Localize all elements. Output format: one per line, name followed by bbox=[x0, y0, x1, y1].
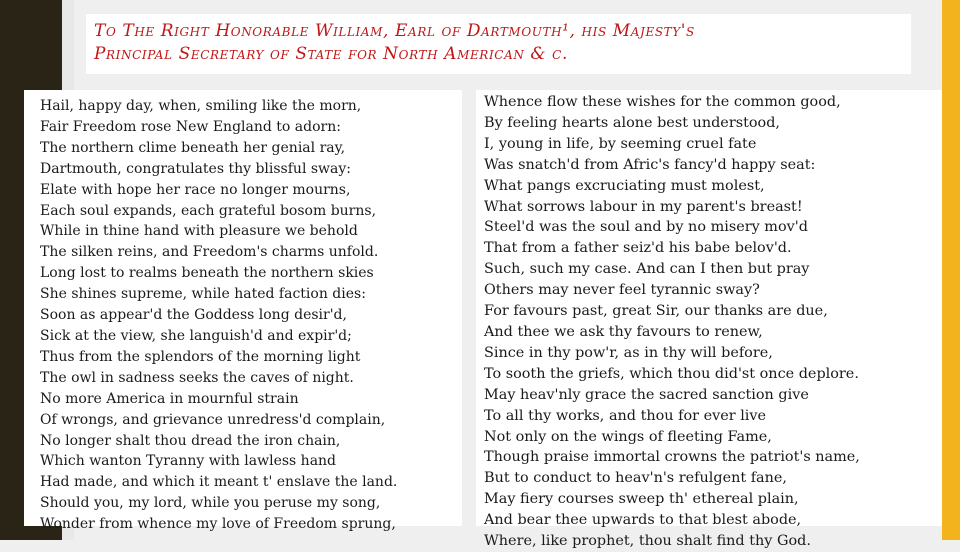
poem-left-lines bbox=[40, 96, 397, 535]
poem-line: By feeling hearts alone best understood, bbox=[484, 114, 780, 131]
poem-line: Which wanton Tyranny with lawless hand bbox=[40, 453, 337, 470]
poem-line: Such, such my case. And can I then but pray bbox=[484, 261, 810, 278]
poem-line: While in thine hand with pleasure we behold bbox=[40, 223, 358, 240]
poem-line: Thus from the splendors of the morning light bbox=[40, 348, 361, 365]
poem-line: What sorrows labour in my parent's breast! bbox=[484, 198, 803, 215]
poem-line: Fair Freedom rose New England to adorn: bbox=[40, 118, 341, 135]
poem-line: To sooth the griefs, which thou did'st once deplore. bbox=[484, 365, 859, 382]
poem-panel-left bbox=[24, 90, 462, 533]
poem-line: Others may never feel tyrannic sway? bbox=[484, 282, 760, 299]
poem-line: May fiery courses sweep th' ethereal plain, bbox=[484, 491, 799, 508]
poem-line: May heav'nly grace the sacred sanction give bbox=[484, 386, 809, 403]
poem-line: No more America in mournful strain bbox=[40, 390, 299, 407]
poem-line: I, young in life, by seeming cruel fate bbox=[484, 135, 757, 152]
poem-line: Hail, happy day, when, smiling like the morn, bbox=[40, 98, 362, 114]
poem-line: Whence flow these wishes for the common good, bbox=[484, 94, 841, 110]
poem-line: Sick at the view, she languish'd and expir'd; bbox=[40, 327, 352, 344]
poem-line: No longer shalt thou dread the iron chain, bbox=[40, 432, 341, 449]
poem-line: Should you, my lord, while you peruse my song, bbox=[40, 495, 381, 512]
poem-line: That from a father seiz'd his babe belov'd. bbox=[484, 240, 792, 257]
poem-line: Not only on the wings of fleeting Fame, bbox=[484, 428, 772, 445]
title-line-2: Principal Secretary of State for North American & c. bbox=[94, 44, 568, 64]
poem-line: Soon as appear'd the Goddess long desir'd, bbox=[40, 307, 347, 324]
accent-bar bbox=[942, 0, 960, 540]
poem-right-lines bbox=[484, 92, 860, 552]
poem-line: Elate with hope her race no longer mourns, bbox=[40, 181, 351, 198]
poem-line: The silken reins, and Freedom's charms unfold. bbox=[40, 244, 379, 261]
poem-line: To all thy works, and thou for ever live bbox=[484, 407, 767, 424]
poem-line: Long lost to realms beneath the northern skies bbox=[40, 265, 374, 282]
poem-line: Was snatch'd from Afric's fancy'd happy seat: bbox=[484, 156, 816, 173]
title-line-1: To The Right Honorable William, Earl of Dartmouth¹, his Majesty's bbox=[94, 21, 695, 41]
poem-line: And thee we ask thy favours to renew, bbox=[484, 323, 763, 340]
poem-line: The northern clime beneath her genial ray, bbox=[40, 139, 346, 156]
poem-line: Steel'd was the soul and by no misery mov'd bbox=[484, 219, 808, 236]
poem-line: Though praise immortal crowns the patriot's name, bbox=[484, 449, 860, 466]
poem-line: And bear thee upwards to that blest abode, bbox=[484, 512, 802, 529]
poem-line: The owl in sadness seeks the caves of night. bbox=[40, 369, 354, 386]
slide-title bbox=[86, 14, 911, 74]
poem-line: But to conduct to heav'n's refulgent fane, bbox=[484, 470, 787, 487]
poem-line: For favours past, great Sir, our thanks are due, bbox=[484, 303, 828, 320]
poem-line: Since in thy pow'r, as in thy will before, bbox=[484, 344, 773, 361]
poem-line: Of wrongs, and grievance unredress'd complain, bbox=[40, 411, 386, 428]
poem-line: Where, like prophet, thou shalt find thy God. bbox=[484, 533, 811, 550]
poem-line: What pangs excruciating must molest, bbox=[484, 177, 765, 194]
poem-line: Wonder from whence my love of Freedom sprung, bbox=[40, 516, 396, 533]
poem-line: She shines supreme, while hated faction dies: bbox=[40, 286, 366, 303]
poem-panel-right bbox=[476, 90, 942, 550]
poem-line: Had made, and which it meant t' enslave the land. bbox=[40, 474, 398, 491]
poem-line: Dartmouth, congratulates thy blissful sway: bbox=[40, 160, 352, 177]
poem-line: Each soul expands, each grateful bosom burns, bbox=[40, 202, 377, 219]
